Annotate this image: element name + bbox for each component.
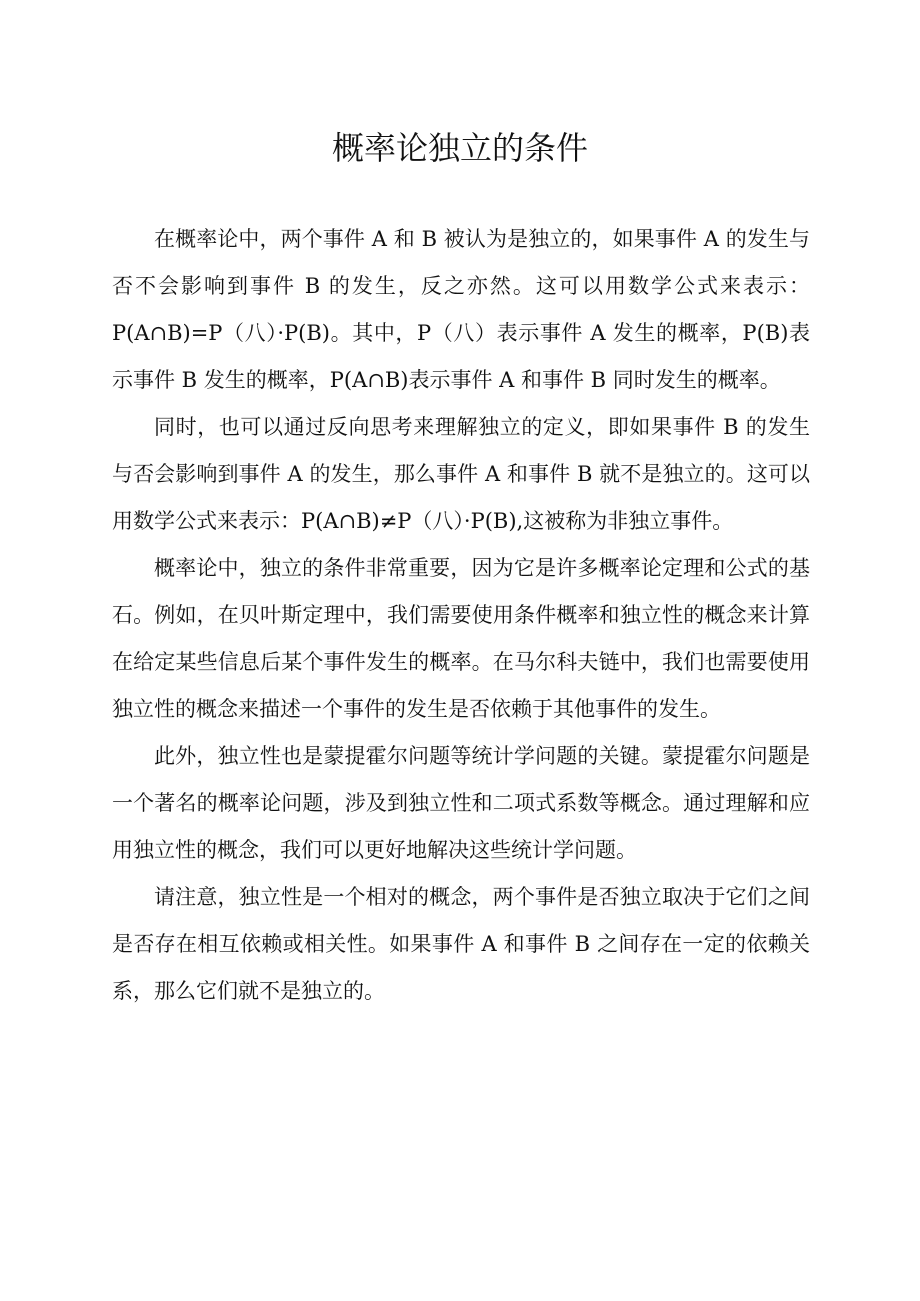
paragraph-reverse-thinking: 同时，也可以通过反向思考来理解独立的定义，即如果事件 B 的发生与否会影响到事件 A 的发生，那么事件 A 和事件 B 就不是独立的。这可以用数学公式来表示：P(A∩B)≠P（八）·P(B),这被称为非独立事件。 (112, 415, 810, 533)
document-body (112, 216, 810, 1015)
paragraph-monty-hall: 此外，独立性也是蒙提霍尔问题等统计学问题的关键。蒙提霍尔问题是一个著名的概率论问题，涉及到独立性和二项式系数等概念。通过理解和应用独立性的概念，我们可以更好地解决这些统计学问题。 (112, 744, 810, 862)
paragraph-definition: 在概率论中，两个事件 A 和 B 被认为是独立的，如果事件 A 的发生与否不会影响到事件 B 的发生，反之亦然。这可以用数学公式来表示：P(A∩B)=P（八）·P(B)。其中，P（八）表示事件 A 发生的概率，P(B)表示事件 B 发生的概率，P(A∩B)表示事件 A 和事件 B 同时发生的概率。 (112, 227, 810, 392)
paragraph-note: 请注意，独立性是一个相对的概念，两个事件是否独立取决于它们之间是否存在相互依赖或相关性。如果事件 A 和事件 B 之间存在一定的依赖关系，那么它们就不是独立的。 (112, 885, 810, 1003)
document-title: 概率论独立的条件 (331, 129, 588, 167)
paragraph-importance: 概率论中，独立的条件非常重要，因为它是许多概率论定理和公式的基石。例如，在贝叶斯定理中，我们需要使用条件概率和独立性的概念来计算在给定某些信息后某个事件发生的概率。在马尔科夫链中，我们也需要使用独立性的概念来描述一个事件的发生是否依赖于其他事件的发生。 (112, 556, 810, 721)
